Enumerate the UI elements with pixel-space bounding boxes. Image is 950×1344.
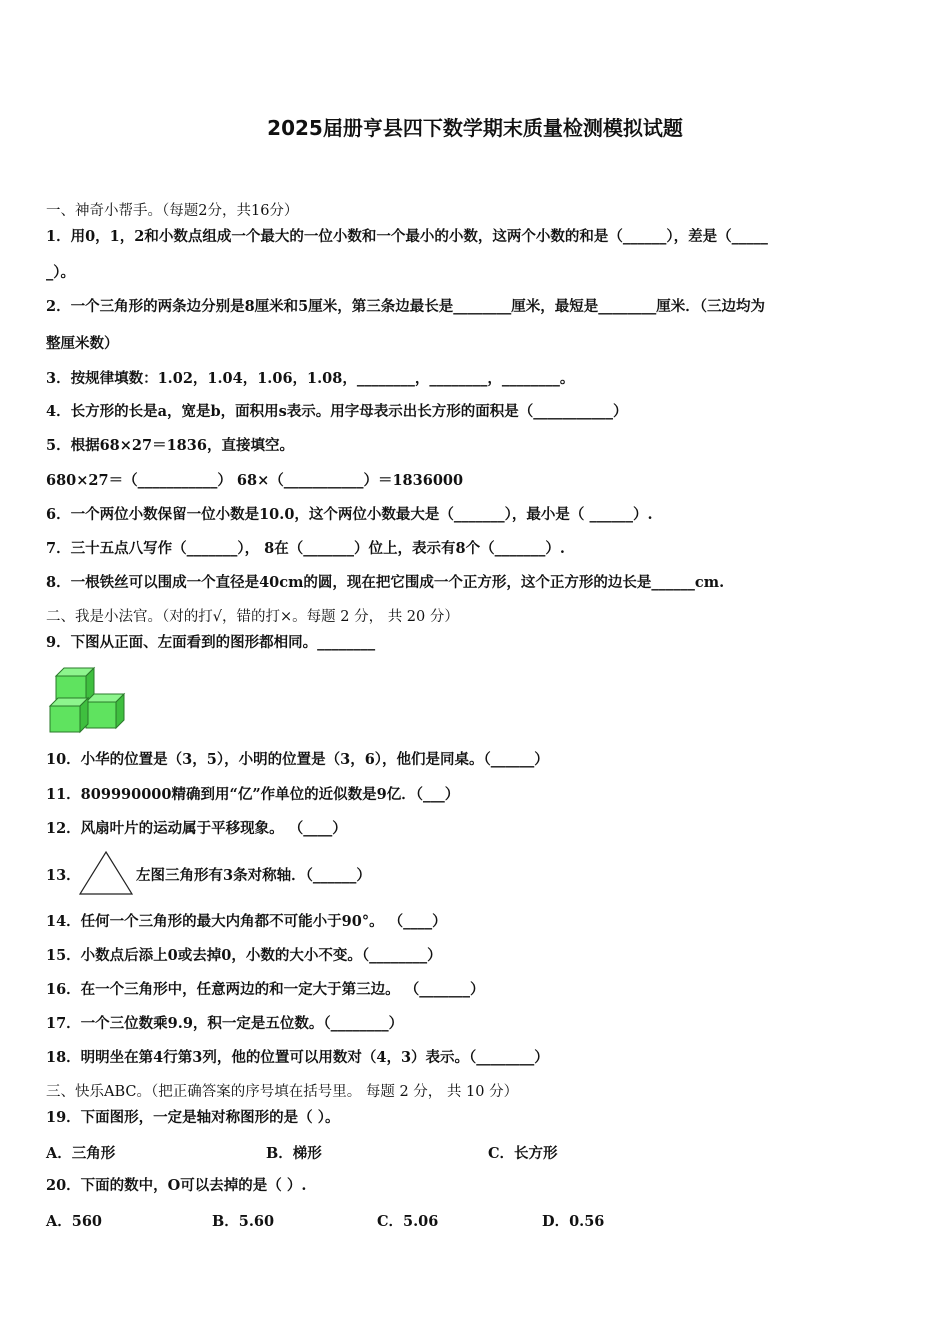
option-c: C．长方形 (488, 1145, 558, 1162)
question-20: 20．下面的数中，O可以去掉的是（ ）. (46, 1177, 307, 1194)
question-1-line-1: 1．用0，1，2和小数点组成一个最大的一位小数和一个最小的小数，这两个小数的和是（______），差是（_____ (46, 228, 768, 245)
question-3: 3．按规律填数：1.02，1.04，1.06，1.08，________，________，________。 (46, 370, 575, 387)
cube-right-front (86, 702, 116, 728)
question-5: 5．根据68×27＝1836，直接填空。 (46, 437, 294, 454)
question-14: 14．任何一个三角形的最大内角都不可能小于90°。 （____） (46, 913, 447, 930)
question-2-line-2: 整厘米数） (46, 335, 119, 352)
triangle-figure (78, 850, 134, 896)
question-12: 12．风扇叶片的运动属于平移现象。 （____） (46, 820, 347, 837)
option-b: B．梯形 (266, 1145, 322, 1162)
question-6: 6．一个两位小数保留一位小数是10.0，这个两位小数最大是（_______），最小是（ ______）. (46, 506, 653, 523)
option-c: C．5.06 (377, 1213, 439, 1230)
question-9: 9．下图从正面、左面看到的图形都相同。________ (46, 634, 376, 651)
question-17: 17．一个三位数乘9.9，积一定是五位数。（________） (46, 1015, 404, 1032)
page-title: 2025届册亨县四下数学期末质量检测模拟试题 (267, 116, 683, 140)
question-11: 11．809990000精确到用“亿”作单位的近似数是9亿．（___） (46, 786, 460, 803)
question-1-line-2: _）。 (46, 264, 75, 281)
option-a: A．560 (46, 1213, 103, 1230)
section-heading-1: 一、神奇小帮手。（每题2分，共16分） (46, 203, 299, 219)
question-2-line-1: 2．一个三角形的两条边分别是8厘米和5厘米，第三条边最长是________厘米，最短是________厘米．（三边均为 (46, 298, 766, 315)
option-d: D．0.56 (542, 1213, 605, 1230)
option-b: B．5.60 (212, 1213, 275, 1230)
section-heading-3: 三、快乐ABC。（把正确答案的序号填在括号里。 每题 2 分， 共 10 分） (46, 1084, 519, 1100)
question-19: 19．下面图形，一定是轴对称图形的是（ ）。 (46, 1109, 340, 1126)
section-heading-2: 二、我是小法官。（对的打√，错的打×。每题 2 分， 共 20 分） (46, 609, 459, 625)
question-18: 18．明明坐在第4行第3列，他的位置可以用数对（4，3）表示。（________） (46, 1049, 549, 1066)
question-7: 7．三十五点八写作（_______）， 8在（_______）位上，表示有8个（_______）. (46, 540, 565, 557)
question-16: 16．在一个三角形中，任意两边的和一定大于第三边。 （_______） (46, 981, 485, 998)
cube-left-front (50, 706, 80, 732)
question-15: 15．小数点后添上0或去掉0，小数的大小不变。（________） (46, 947, 442, 964)
question-13-number: 13． (46, 867, 81, 884)
option-a: A．三角形 (46, 1145, 116, 1162)
cube-figure (46, 664, 128, 734)
question-13: 左图三角形有3条对称轴．（______） (136, 867, 371, 884)
question-8: 8．一根铁丝可以围成一个直径是40cm的圆，现在把它围成一个正方形，这个正方形的边长是______cm. (46, 574, 725, 591)
question-5-fill: 680×27＝（___________） 68×（___________）＝1836000 (46, 472, 464, 489)
question-10: 10．小华的位置是（3，5），小明的位置是（3，6），他们是同桌。（______） (46, 751, 549, 768)
question-4: 4．长方形的长是a，宽是b，面积用s表示。用字母表示出长方形的面积是（___________） (46, 403, 628, 420)
